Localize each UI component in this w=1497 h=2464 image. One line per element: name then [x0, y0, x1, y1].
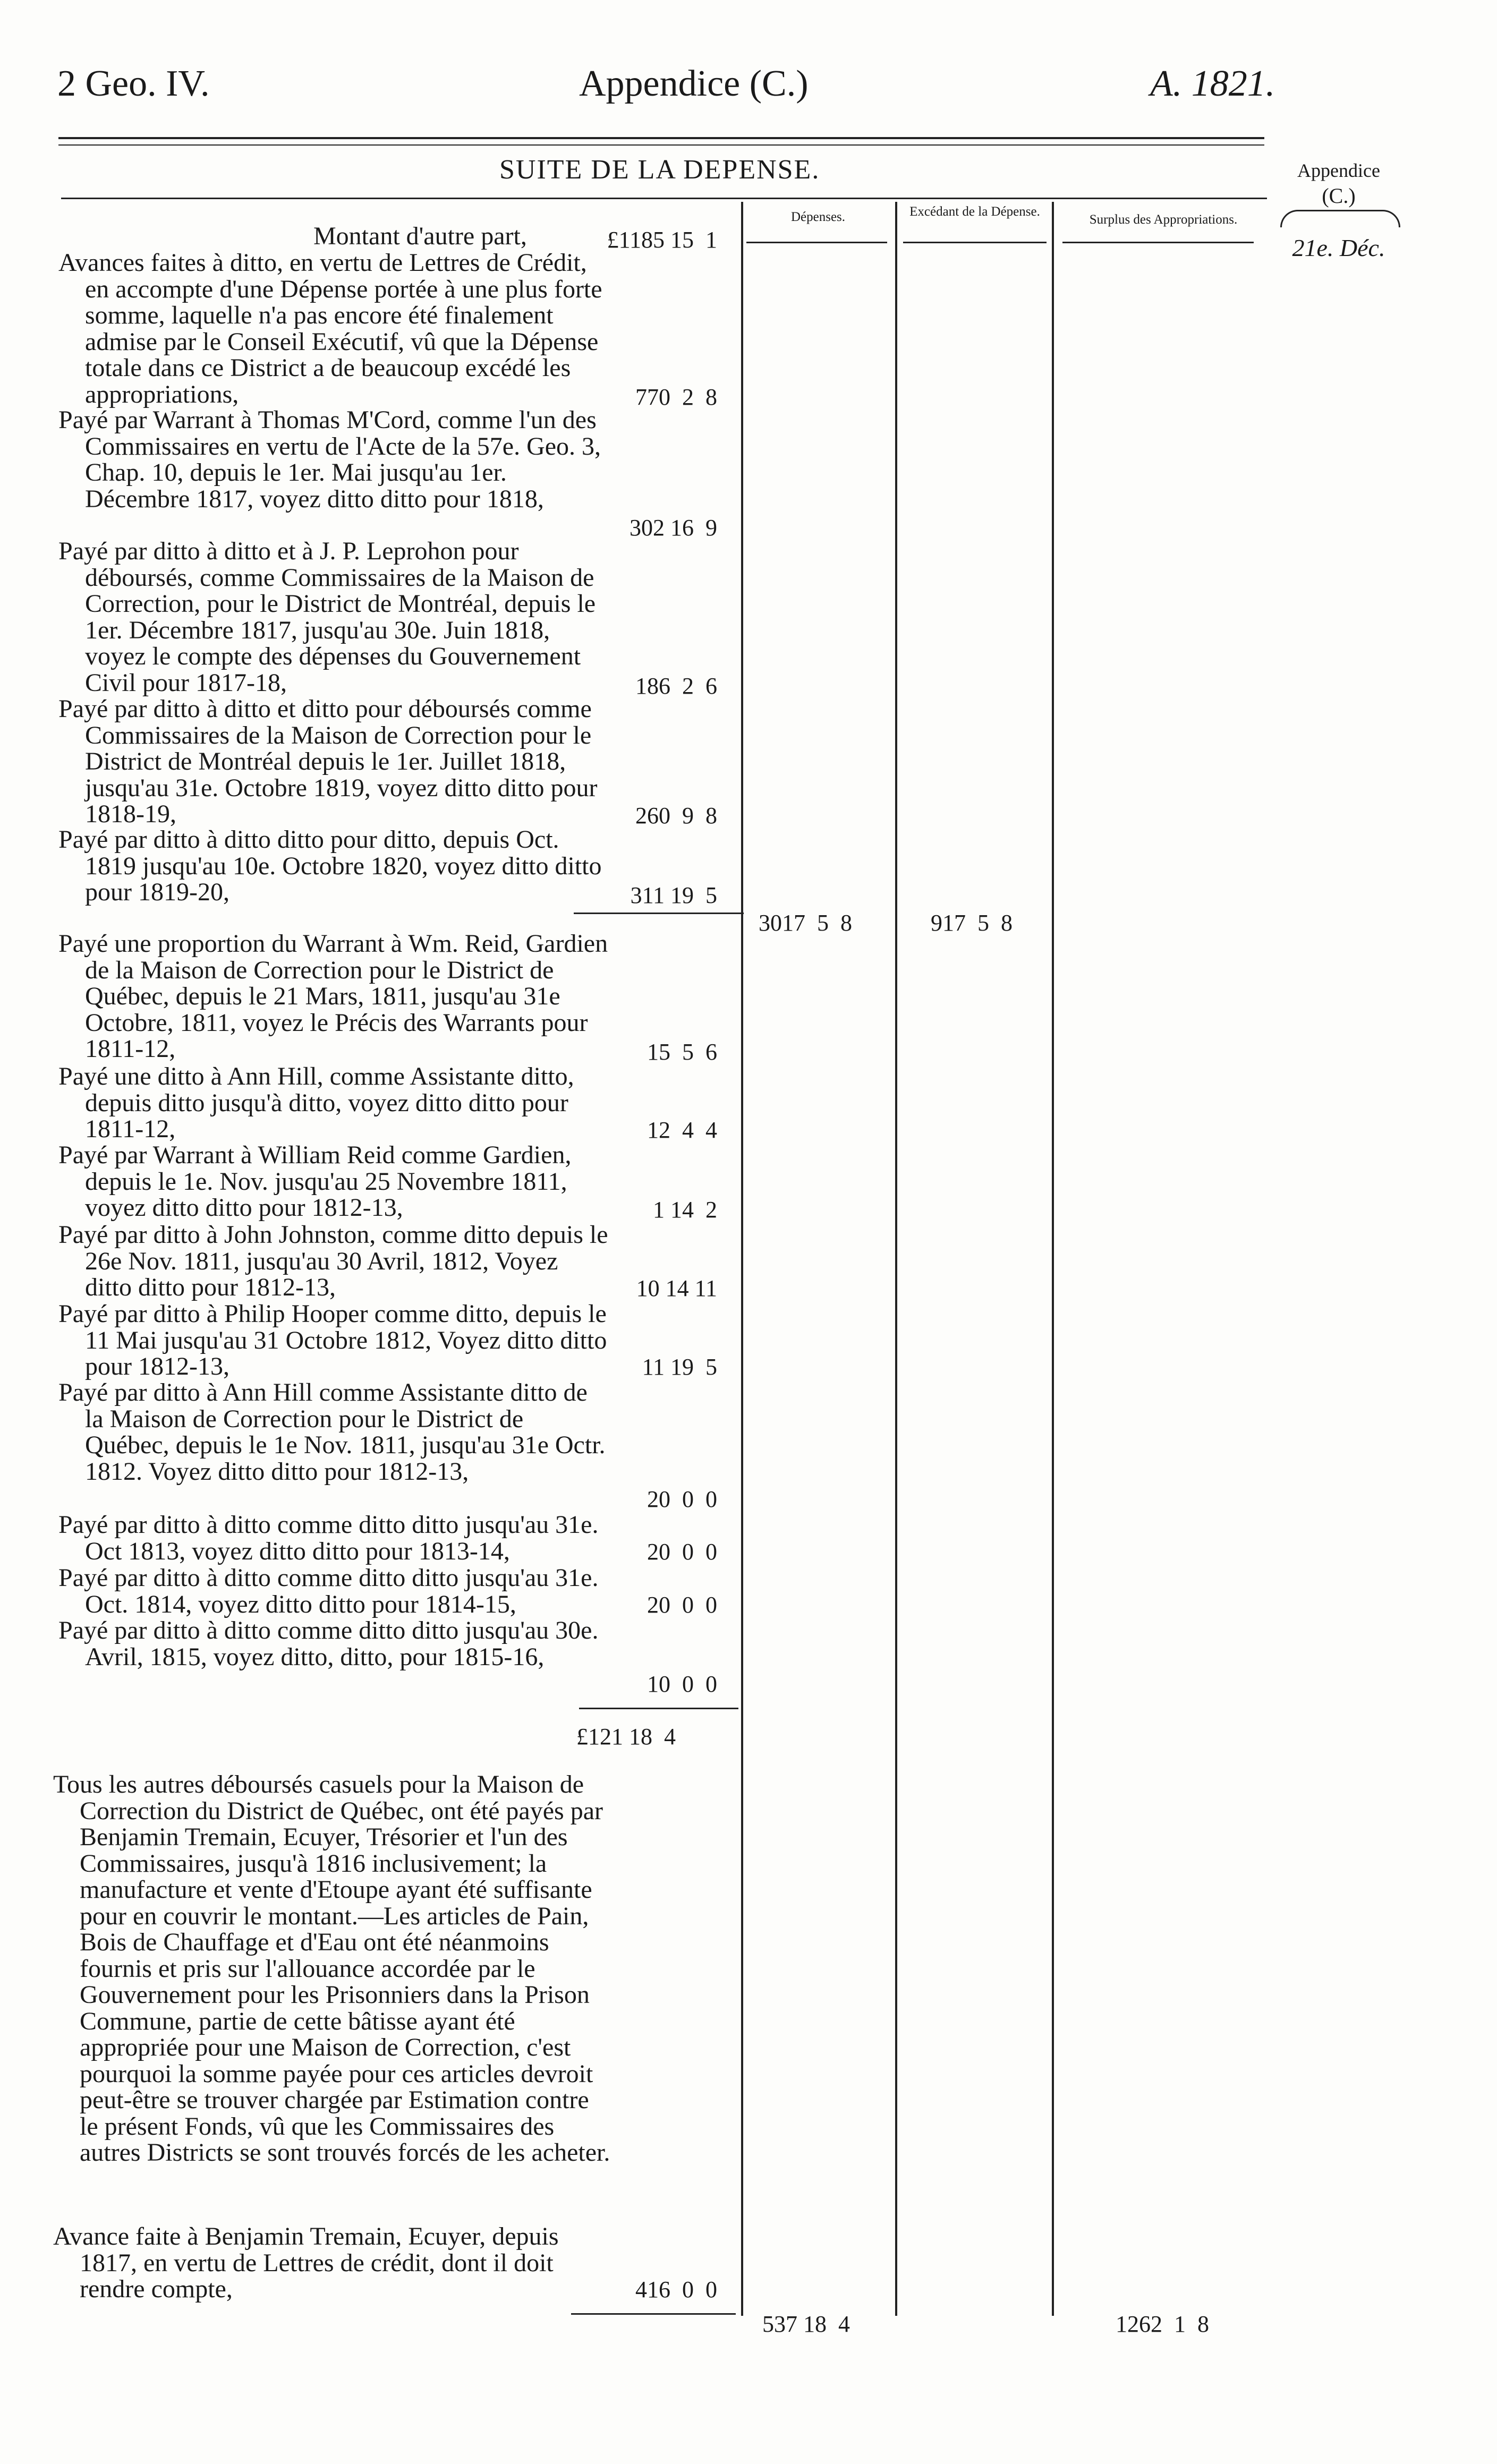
column-rule-right [1052, 202, 1054, 2316]
entry-amount: £1185 15 1 [607, 227, 717, 253]
entry-amount: 311 19 5 [630, 882, 717, 908]
sidenote-brace-icon [1280, 210, 1400, 227]
column-header-rule-1 [746, 242, 887, 243]
header-rule [58, 137, 1264, 139]
subtotal-rule [574, 913, 744, 914]
entry-amount: 10 14 11 [636, 1275, 717, 1301]
total-quebec-surplus: 1262 1 8 [1116, 2311, 1209, 2337]
entry-text: Payé par ditto à Ann Hill comme Assistante ditto de la Maison de Correction pour le District de Québec, depuis le 1e Nov. 1811, jusqu'au 31e Octr. 1812. Voyez ditto ditto pour 1812-13, [58, 1378, 606, 1486]
column-rule-left [741, 202, 743, 2316]
header-rule-2 [58, 144, 1264, 146]
entry-text: Avances faites à ditto, en vertu de Lettres de Crédit, en accompte d'une Dépense portée à une plus forte somme, laquelle n'a pas encore été finalement admise par le Conseil Exécutif, vû que la Dépense totale dans ce District a de beaucoup excédé les appropriations, [58, 249, 602, 408]
entry-text: Payé par ditto à ditto comme ditto ditto jusqu'au 31e. Oct 1813, voyez ditto ditto pour 1813-14, [58, 1511, 599, 1565]
entry-amount: 10 0 0 [647, 1671, 717, 1697]
column-header-depenses: Dépenses. [790, 210, 846, 224]
sidenote-appendice: Appendice [1297, 160, 1380, 181]
entry-amount: 302 16 9 [630, 515, 717, 541]
column-header-rule-2 [903, 242, 1047, 243]
entry-text: Payé par ditto à ditto et à J. P. Leprohon pour déboursés, comme Commissaires de la Maison de Correction, pour le District de Montréal, depuis le 1er. Décembre 1817, jusqu'au 30e. Juin 1818, voyez le compte des dépenses du Gouvernement Civil pour 1817-18, [58, 537, 596, 697]
entry-amount: 416 0 0 [635, 2277, 717, 2303]
entry-amount: 11 19 5 [642, 1354, 717, 1380]
subtotal-montreal-excedant: 917 5 8 [931, 910, 1013, 936]
entry-text: Payé par ditto à Philip Hooper comme ditto, depuis le 11 Mai jusqu'au 31 Octobre 1812, Voyez ditto ditto pour 1812-13, [58, 1300, 607, 1380]
entry-text: Payé par Warrant à William Reid comme Gardien, depuis le 1e. Nov. jusqu'au 25 Novembre 1811, voyez ditto ditto pour 1812-13, [58, 1141, 572, 1222]
column-header-surplus: Surplus des Appropriations. [1089, 212, 1238, 227]
entry-text: Payé par ditto à ditto comme ditto ditto jusqu'au 31e. Oct. 1814, voyez ditto ditto pour 1814-15, [58, 1564, 599, 1618]
column-rule-mid [895, 202, 897, 2316]
entry-amount: 20 0 0 [647, 1486, 717, 1512]
entry-text: Payé par ditto à ditto ditto pour ditto, depuis Oct. 1819 jusqu'au 10e. Octobre 1820, voyez ditto ditto pour 1819-20, [58, 825, 602, 906]
header-left: 2 Geo. IV. [57, 63, 210, 104]
entry-text: Payé par ditto à ditto comme ditto ditto jusqu'au 30e. Avril, 1815, voyez ditto, ditto, pour 1815-16, [58, 1616, 599, 1671]
entry-text: Payé par ditto à John Johnston, comme ditto depuis le 26e Nov. 1811, jusqu'au 30 Avril, 1812, Voyez ditto ditto pour 1812-13, [58, 1221, 608, 1301]
sidenote-appendix-letter: (C.) [1322, 184, 1356, 208]
title-rule [61, 198, 1267, 199]
entry-text: Payé une ditto à Ann Hill, comme Assistante ditto, depuis ditto jusqu'à ditto, voyez ditto ditto pour 1811-12, [58, 1062, 574, 1143]
entry-amount: 20 0 0 [647, 1592, 717, 1618]
entry-text: Tous les autres déboursés casuels pour la Maison de Correction du District de Québec, ont été payés par Benjamin Tremain, Ecuyer, Trésorier et l'un des Commissaires, jusqu'à 1816 inclusivement; la manufacture et vente d'Etoupe ayant été suffisante pour en couvrir le montant.—Les articles de Pain, Bois de Chauffage et d'Eau ont été néanmoins fournis et pris sur l'allouance accordée par le Gouvernement pour les Prisonniers dans la Prison Commune, partie de cette bâtisse ayant été appropriée pour une Maison de Correction, c'est pourquoi la somme payée pour ces articles devroit peut-être se trouver chargée par Estimation contre le présent Fonds, vû que les Commissaires des autres Districts se sont trouvés forcés de les acheter. [53, 1770, 610, 2167]
subtotal-rule [579, 1708, 738, 1709]
column-header-excedant: Excédant de la Dépense. [909, 204, 1040, 219]
entry-amount: 20 0 0 [647, 1539, 717, 1565]
entry-amount: 12 4 4 [647, 1117, 717, 1143]
column-header-rule-3 [1062, 242, 1254, 243]
entry-text: Payé une proportion du Warrant à Wm. Reid, Gardien de la Maison de Correction pour le District de Québec, depuis le 21 Mars, 1811, jusqu'au 31e Octobre, 1811, voyez le Précis des Warrants pour 1811-12, [58, 930, 608, 1063]
entry-amount: 186 2 6 [635, 673, 717, 699]
entry-amount: 770 2 8 [635, 384, 717, 410]
sidenote-date: 21e. Déc. [1292, 234, 1385, 261]
entry-amount: 260 9 8 [635, 803, 717, 829]
subtotal-rule [571, 2313, 736, 2315]
entry-amount: 1 14 2 [653, 1197, 717, 1223]
entry-amount: 15 5 6 [647, 1039, 717, 1065]
section-title: SUITE DE LA DEPENSE. [499, 155, 820, 185]
entry-text: Payé par ditto à ditto et ditto pour déboursés comme Commissaires de la Maison de Correction pour le District de Montréal depuis le 1er. Juillet 1818, jusqu'au 31e. Octobre 1819, voyez ditto ditto pour 1818-19, [58, 695, 598, 828]
subtotal-montreal-depenses: 3017 5 8 [759, 910, 852, 936]
header-right: A. 1821. [1150, 63, 1275, 104]
entry-montant: Montant d'autre part, [313, 222, 527, 250]
entry-text: Payé par Warrant à Thomas M'Cord, comme l'un des Commissaires en vertu de l'Acte de la 57e. Geo. 3, Chap. 10, depuis le 1er. Mai jusqu'au 1er. Décembre 1817, voyez ditto ditto pour 1818, [58, 406, 601, 513]
header-center: Appendice (C.) [579, 63, 809, 104]
subtotal-quebec: £121 18 4 [576, 1724, 676, 1750]
total-quebec-depenses: 537 18 4 [762, 2311, 850, 2337]
entry-text: Avance faite à Benjamin Tremain, Ecuyer, depuis 1817, en vertu de Lettres de crédit, dont il doit rendre compte, [53, 2222, 559, 2303]
